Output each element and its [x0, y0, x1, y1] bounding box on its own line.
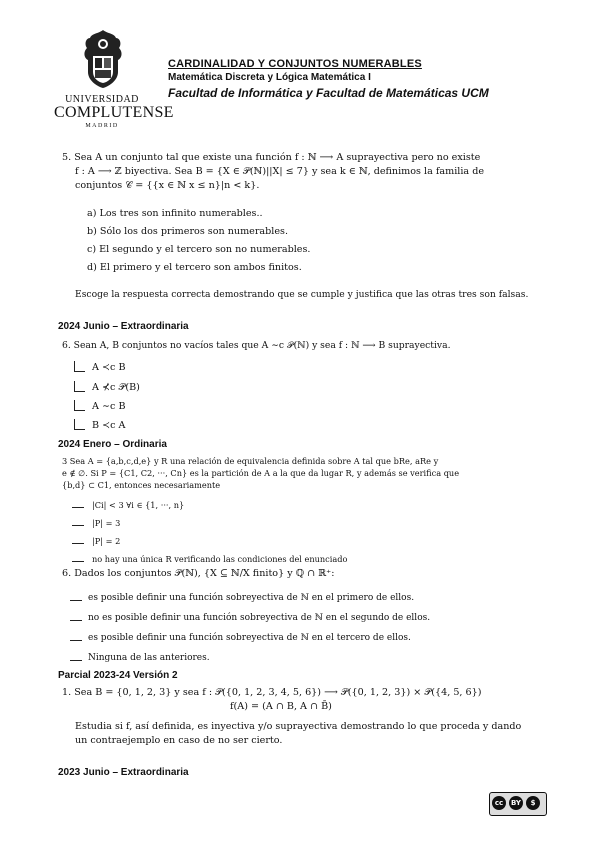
crest-icon: [78, 28, 128, 90]
q5-line1: 5. Sea A un conjunto tal que existe una función f : ℕ ⟶ A suprayectiva pero no existe: [62, 152, 481, 163]
university-logo: [54, 28, 174, 136]
sec2-q6-line: 6. Dados los conjuntos 𝒫(ℕ), {X ⊆ ℕ/X finito} y ℚ ∩ ℝ⁺:: [62, 568, 335, 579]
sec2-q3-answer-4[interactable]: [72, 561, 84, 562]
university-name-line3: MADRID: [85, 123, 119, 129]
sec1-checkbox-2[interactable]: [74, 381, 85, 392]
nc-icon: $: [526, 796, 540, 810]
sec2-q3-option-3: |P| = 2: [92, 536, 121, 546]
sec2-q3-option-4: no hay una única R verificando las condiciones del enunciado: [92, 554, 348, 564]
sec2-q6-answer-3[interactable]: [70, 640, 82, 641]
q5-option-a: a) Los tres son infinito numerables..: [87, 208, 263, 219]
sec2-q3-answer-1[interactable]: [72, 507, 84, 508]
section-heading-2024-enero: 2024 Enero – Ordinaria: [58, 439, 167, 450]
sec2-q6-option-3: es posible definir una función sobreyectiva de ℕ en el tercero de ellos.: [88, 633, 411, 643]
sec2-q3-option-2: |P| = 3: [92, 518, 121, 528]
sec1-option-1: A ≺c B: [92, 362, 126, 373]
sec3-line3: Estudia si f, así definida, es inyectiva y/o suprayectiva demostrando lo que proceda y dando: [75, 721, 522, 732]
section-heading-2024-junio: 2024 Junio – Extraordinaria: [58, 321, 189, 332]
sec1-option-4: B ≺c A: [92, 420, 126, 431]
document-title: CARDINALIDAD Y CONJUNTOS NUMERABLES: [168, 58, 422, 70]
section-heading-parcial-2023-24: Parcial 2023-24 Versión 2: [58, 670, 178, 681]
sec2-q6-answer-4[interactable]: [70, 660, 82, 661]
faculty-name: Facultad de Informática y Facultad de Matemáticas UCM: [168, 86, 489, 100]
q5-line3: conjuntos 𝒞 = {{x ∈ ℕ x ≤ n}|n < k}.: [75, 180, 260, 191]
sec2-q3-option-1: |Ci| < 3 ∀i ∈ {1, ···, n}: [92, 500, 185, 510]
sec2-q3-line2: e ∉ ∅. Si P = {C1, C2, ···, Cn} es la partición de A a la que da lugar R, y además se verifica que: [62, 468, 460, 478]
subject-name: Matemática Discreta y Lógica Matemática I: [168, 72, 371, 83]
sec2-q3-line1: 3 Sea A = {a,b,c,d,e} y R una relación de equivalencia definida sobre A tal que bRe, aRe y: [62, 456, 439, 466]
cc-license-badge: [489, 792, 547, 816]
sec2-q6-option-1: es posible definir una función sobreyectiva de ℕ en el primero de ellos.: [88, 593, 415, 603]
sec2-q6-option-4: Ninguna de las anteriores.: [88, 653, 210, 663]
sec2-q6-option-2: no es posible definir una función sobreyectiva de ℕ en el segundo de ellos.: [88, 613, 431, 623]
sec2-q6-answer-2[interactable]: [70, 620, 82, 621]
q5-option-b: b) Sólo los dos primeros son numerables.: [87, 226, 289, 237]
sec1-question: 6. Sean A, B conjuntos no vacíos tales que A ∼c 𝒫(ℕ) y sea f : ℕ ⟶ B suprayectiva.: [62, 340, 451, 351]
sec1-option-2: A ⊀c 𝒫(B): [92, 382, 140, 393]
university-name-line1: UNIVERSIDAD: [65, 94, 139, 105]
sec3-line2: f(A) = (A ∩ B, A ∩ B̄): [230, 701, 332, 712]
q5-option-c: c) El segundo y el tercero son no numerables.: [87, 244, 311, 255]
sec2-q3-answer-3[interactable]: [72, 543, 84, 544]
q5-instruction: Escoge la respuesta correcta demostrando que se cumple y justifica que las otras tres son falsas.: [75, 289, 529, 300]
sec1-checkbox-4[interactable]: [74, 419, 85, 430]
cc-icon: cc: [492, 796, 506, 810]
sec1-option-3: A ∼c B: [92, 401, 126, 412]
q5-option-d: d) El primero y el tercero son ambos finitos.: [87, 262, 302, 273]
section-heading-2023-junio: 2023 Junio – Extraordinaria: [58, 767, 189, 778]
sec2-q6-answer-1[interactable]: [70, 600, 82, 601]
university-name-line2: COMPLUTENSE: [54, 104, 174, 121]
sec3-line1: 1. Sea B = {0, 1, 2, 3} y sea f : 𝒫({0, 1, 2, 3, 4, 5, 6}) ⟶ 𝒫({0, 1, 2, 3}) × 𝒫({4, 5, 6}): [62, 687, 482, 698]
sec1-checkbox-1[interactable]: [74, 361, 85, 372]
by-icon: BY: [509, 796, 523, 810]
q5-line2: f : A ⟶ ℤ biyectiva. Sea B = {X ∈ 𝒫(ℕ)||X| ≤ 7} y sea k ∈ ℕ, definimos la familia de: [75, 166, 485, 177]
sec1-checkbox-3[interactable]: [74, 400, 85, 411]
sec2-q3-line3: {b,d} ⊂ C1, entonces necesariamente: [62, 480, 221, 490]
sec2-q3-answer-2[interactable]: [72, 525, 84, 526]
sec3-line4: un contraejemplo en caso de no ser cierto.: [75, 735, 283, 746]
